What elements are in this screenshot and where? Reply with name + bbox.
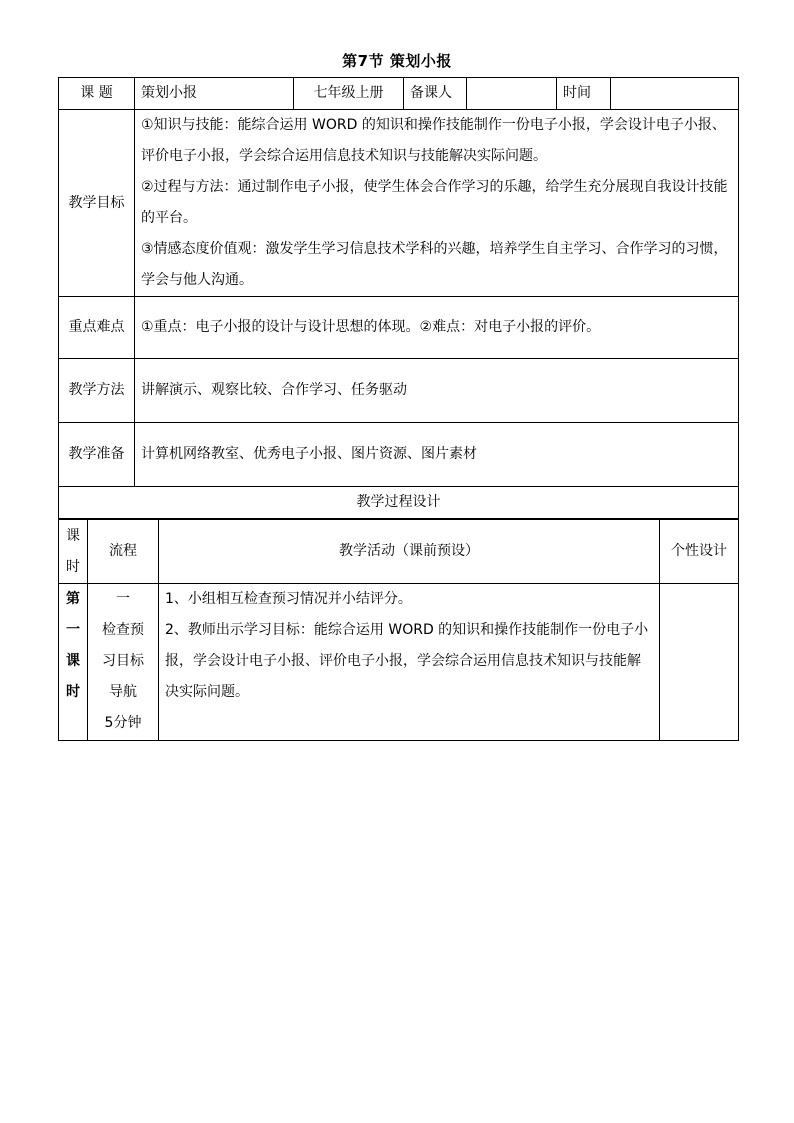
flow-line: 习目标 [102, 653, 144, 669]
objectives-row [59, 110, 739, 297]
preparer-value [467, 78, 557, 110]
key-points-label-text: 重点难点 [68, 319, 125, 335]
topic-label: 课 题 [59, 78, 135, 110]
header-row [59, 78, 739, 110]
objective-item: ①知识与技能：能综合运用 WORD 的知识和操作技能制作一份电子小报，学会设计电子小报、评价电子小报，学会综合运用信息技术知识与技能解决实际问题。 [141, 117, 726, 164]
objectives-label [59, 110, 135, 297]
col-activity-header: 教学活动（课前预设） [159, 520, 660, 584]
activity-item: 2、教师出示学习目标：能综合运用 WORD 的知识和操作技能制作一份电子小报，学会设计电子小报、评价电子小报，学会综合运用信息技术知识与技能解决实际问题。 [165, 622, 649, 700]
activity-cell [159, 584, 660, 741]
col-period-text: 课时 [66, 527, 80, 575]
col-flow-header: 流程 [88, 520, 159, 584]
key-points-label [59, 297, 135, 359]
preparation-row [59, 423, 739, 487]
key-points-text: ①重点：电子小报的设计与设计思想的体现。②难点：对电子小报的评价。 [135, 297, 739, 359]
preparation-label-text: 教学准备 [68, 446, 125, 462]
time-value [611, 78, 739, 110]
flow-line: 导航 [109, 684, 137, 700]
objectives-label-text: 教学目标 [68, 194, 125, 211]
grade-value: 七年级上册 [294, 78, 404, 110]
flow-cell [88, 584, 159, 741]
process-columns-row [59, 520, 739, 584]
col-personal-header: 个性设计 [660, 520, 739, 584]
preparation-label [59, 423, 135, 487]
activity-item: 1、小组相互检查预习情况并小结评分。 [165, 591, 412, 607]
key-points-row [59, 297, 739, 359]
flow-line: 检查预 [102, 622, 144, 638]
methods-label [59, 359, 135, 423]
preparation-text: 计算机网络教室、优秀电子小报、图片资源、图片素材 [135, 423, 739, 487]
period-text: 第一课时 [66, 591, 80, 700]
objective-item: ③情感态度价值观：激发学生学习信息技术学科的兴趣，培养学生自主学习、合作学习的习惯，学会与他人沟通。 [141, 241, 728, 288]
page-title: 第7节 策划小报 [342, 52, 452, 70]
col-period-header [59, 520, 88, 584]
process-row [59, 584, 739, 741]
time-label: 时间 [557, 78, 611, 110]
process-table [58, 519, 739, 741]
preparer-label: 备课人 [404, 78, 467, 110]
personal-cell [660, 584, 739, 741]
flow-line: 一 [116, 591, 130, 607]
methods-label-text: 教学方法 [68, 382, 125, 398]
methods-row [59, 359, 739, 423]
process-heading-row [59, 487, 739, 519]
topic-value: 策划小报 [135, 78, 294, 110]
lesson-info-table [58, 77, 739, 519]
period-cell [59, 584, 88, 741]
objective-item: ②过程与方法：通过制作电子小报，使学生体会合作学习的乐趣，给学生充分展现自我设计技能的平台。 [141, 179, 728, 226]
flow-line: 5分钟 [104, 715, 142, 731]
objectives-content [135, 110, 739, 297]
methods-text: 讲解演示、观察比较、合作学习、任务驱动 [135, 359, 739, 423]
process-heading: 教学过程设计 [59, 487, 739, 519]
